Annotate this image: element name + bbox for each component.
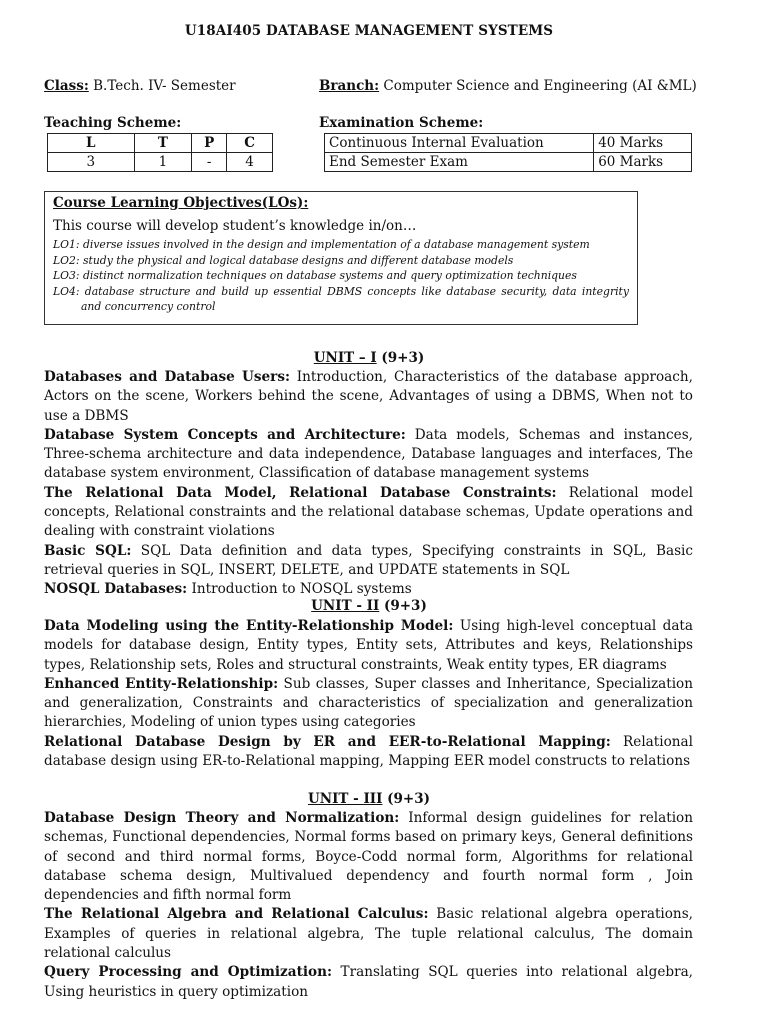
objective-item-continuation: and concurrency control (81, 300, 216, 313)
topic-text: Relational model concepts, Relational constraints and the relational database schemas, Update operations and dealing with constraint violations (44, 484, 693, 540)
topic (44, 733, 693, 772)
branch-value: Computer Science and Engineering (AI &ML) (379, 78, 697, 94)
exam-type-cell: End Semester Exam (325, 153, 594, 172)
class-value: B.Tech. IV- Semester (88, 78, 236, 94)
topic-text: Introduction to NOSQL systems (187, 581, 412, 598)
topic-text: Data models, Schemas and instances, Three-schema architecture and data independence, Database languages and interfaces, The database system environment, Classification of database management systems (44, 426, 693, 482)
objectives-intro: This course will develop student’s knowledge in/on… (53, 218, 417, 234)
unit-name: UNIT – I (313, 350, 377, 366)
topic-title: Enhanced Entity-Relationship: (44, 675, 279, 692)
table-row (48, 153, 273, 172)
header-cell: C (227, 134, 273, 153)
table-row (48, 134, 273, 153)
topic-title: Database Design Theory and Normalization: (44, 810, 400, 826)
topic (44, 905, 693, 963)
topic-title: Basic SQL: (44, 542, 132, 559)
header-cell: P (192, 134, 227, 153)
header-cell: T (134, 134, 192, 153)
objective-item: LO2: study the physical and logical database designs and different database models (53, 253, 514, 267)
topic (44, 542, 693, 581)
objective-item: LO1: diverse issues involved in the design and implementation of a database management system (53, 238, 590, 251)
topic (44, 617, 693, 675)
unit-name: UNIT - III (308, 791, 383, 807)
unit-hours: (9+3) (376, 350, 425, 366)
unit-hours: (9+3) (382, 791, 430, 807)
topic (44, 368, 693, 426)
class-line (44, 78, 236, 94)
unit-content (44, 617, 693, 771)
examination-scheme-label: Examination Scheme: (319, 115, 484, 131)
value-cell: 4 (227, 153, 273, 172)
unit-hours: (9+3) (379, 598, 427, 614)
value-cell: 1 (134, 153, 192, 172)
topic-text: Introduction, Characteristics of the database approach, Actors on the scene, Workers behind the scene, Advantages of using a DBMS, When not to use a DBMS (44, 369, 693, 424)
topic-text: Translating SQL queries into relational algebra, Using heuristics in query optimization (44, 964, 694, 1000)
topic-text: Basic relational algebra operations, Examples of queries in relational algebra, The tuple relational calculus, The domain relational calculus (44, 906, 693, 962)
unit-content (44, 368, 693, 600)
objectives-heading: Course Learning Objectives(LOs): (53, 195, 309, 211)
topic (44, 484, 693, 542)
topic-text: SQL Data definition and data types, Specifying constraints in SQL, Basic retrieval queries in SQL, INSERT, DELETE, and UPDATE statements in SQL (44, 542, 694, 578)
topic-title: Database System Concepts and Architecture: (44, 426, 406, 443)
topic-title: Query Processing and Optimization: (44, 964, 333, 981)
unit-heading (0, 598, 738, 614)
branch-line (319, 78, 697, 94)
unit-name: UNIT - II (311, 598, 380, 614)
topic (44, 963, 693, 1002)
marks-cell: 60 Marks (594, 153, 692, 172)
topic (44, 809, 693, 905)
topic-title: The Relational Data Model, Relational Database Constraints: (44, 484, 557, 501)
value-cell: - (192, 153, 227, 172)
class-label: Class: (44, 78, 89, 94)
table-row (325, 134, 692, 153)
teaching-scheme-table (47, 133, 273, 172)
topic (44, 426, 693, 484)
topic-title: Databases and Database Users: (44, 369, 291, 385)
marks-cell: 40 Marks (594, 134, 692, 153)
table-row (325, 153, 692, 172)
topic (44, 580, 693, 599)
page-title: U18AI405 DATABASE MANAGEMENT SYSTEMS (184, 23, 554, 39)
exam-type-cell: Continuous Internal Evaluation (325, 134, 594, 153)
topic-title: The Relational Algebra and Relational Calculus: (44, 906, 429, 923)
unit-heading (0, 350, 738, 366)
topic-text: Sub classes, Super classes and Inheritance, Specialization and generalization, Constraints and characteristics of specialization and generalization hierarchies, Modeling of union types using categories (44, 675, 693, 731)
topic-text: Relational database design using ER-to-Relational mapping, Mapping EER model constructs to relations (44, 733, 693, 770)
objective-item: LO4: database structure and build up essential DBMS concepts like database security, data integrity (53, 284, 629, 298)
topic-title: Relational Database Design by ER and EER-to-Relational Mapping: (44, 733, 611, 750)
objective-item: LO3: distinct normalization techniques on database systems and query optimization techniques (53, 269, 577, 282)
topic-title: Data Modeling using the Entity-Relationship Model: (44, 618, 454, 634)
learning-objectives-box (44, 191, 638, 325)
branch-label: Branch: (319, 78, 380, 94)
topic-title: NOSQL Databases: (44, 581, 188, 598)
teaching-scheme-label: Teaching Scheme: (44, 115, 182, 131)
topic-text: Informal design guidelines for relation schemas, Functional dependencies, Normal forms based on primary keys, General definitions of second and third normal forms, Boyce-Codd normal form, Algorithms for relational database schema design, Multivalued dependency and fourth normal form , Join dependencies and fifth normal form (44, 810, 693, 904)
value-cell: 3 (48, 153, 135, 172)
topic-text: Using high-level conceptual data models for database design, Entity types, Entity sets, Attributes and keys, Relationships types, Relationship sets, Roles and structural constraints, Weak entity types, ER diagrams (44, 618, 693, 673)
header-cell: L (48, 134, 135, 153)
unit-content (44, 809, 693, 1002)
examination-scheme-table (324, 133, 692, 172)
unit-heading (0, 791, 738, 807)
topic (44, 675, 693, 733)
